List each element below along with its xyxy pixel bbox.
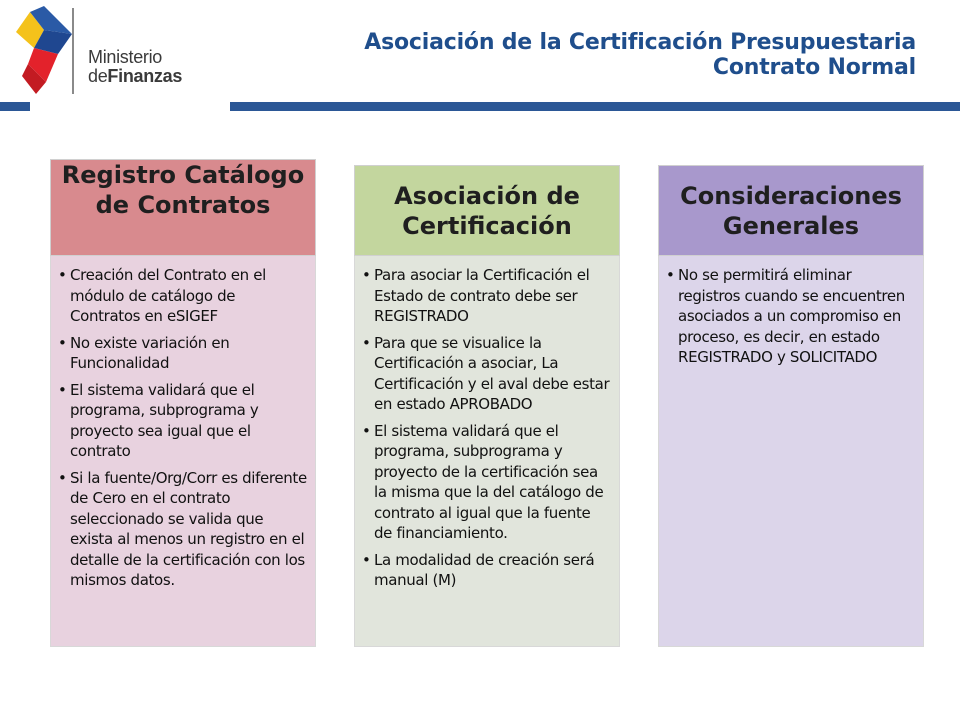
title-line-2: Contrato Normal	[712, 55, 916, 80]
bullet-list	[360, 265, 612, 597]
logo-line2-prefix: de	[88, 65, 108, 86]
column-asociacion-certificacion	[354, 165, 620, 647]
ministerio-logo	[8, 4, 198, 96]
list-item: • No se permitirá eliminar registros cuando se encuentren asociados a un compromiso en proceso, es decir, en estado REGISTRADO y SOLICITADO	[664, 265, 916, 368]
bullet-list	[56, 265, 308, 597]
list-item: • El sistema validará que el programa, subprograma y proyecto sea igual que el contrato	[56, 380, 308, 462]
list-item: • Si la fuente/Org/Corr es diferente de Cero en el contrato seleccionado se valida que exista al menos un registro en el detalle de la certificación con los mismos datos.	[56, 468, 308, 591]
list-item: • Para asociar la Certificación el Estado de contrato debe ser REGISTRADO	[360, 265, 612, 327]
page-title	[364, 30, 916, 80]
bullet-list	[664, 265, 916, 374]
column-heading	[354, 165, 620, 256]
header-bar-right	[230, 102, 960, 111]
column-consideraciones-generales	[658, 165, 924, 647]
column-heading	[50, 159, 316, 256]
column-heading	[658, 165, 924, 256]
logo-line2	[88, 67, 182, 86]
column-heading-text: Asociación de Certificación	[394, 181, 580, 240]
column-registro-catalogo	[50, 161, 316, 647]
list-item: • No existe variación en Funcionalidad	[56, 333, 308, 374]
title-line-1: Asociación de la Certificación Presupuestaria	[364, 30, 916, 55]
list-item: • La modalidad de creación será manual (M)	[360, 550, 612, 591]
list-item: • Creación del Contrato en el módulo de catálogo de Contratos en eSIGEF	[56, 265, 308, 327]
column-heading-text: Registro Catálogo de Contratos	[61, 161, 305, 219]
list-item: • El sistema validará que el programa, subprograma y proyecto de la certificación sea la misma que la del catálogo de contrato al igual que la fuente de financiamiento.	[360, 421, 612, 544]
header-bar-left	[0, 102, 30, 111]
logo-line2-bold: Finanzas	[107, 65, 183, 86]
logo-line1: Ministerio	[88, 47, 163, 67]
column-heading-text: Consideraciones Generales	[680, 181, 902, 240]
logo-text	[88, 48, 182, 86]
logo-mark-icon	[8, 4, 88, 96]
list-item: • Para que se visualice la Certificación a asociar, La Certificación y el aval debe estar en estado APROBADO	[360, 333, 612, 415]
